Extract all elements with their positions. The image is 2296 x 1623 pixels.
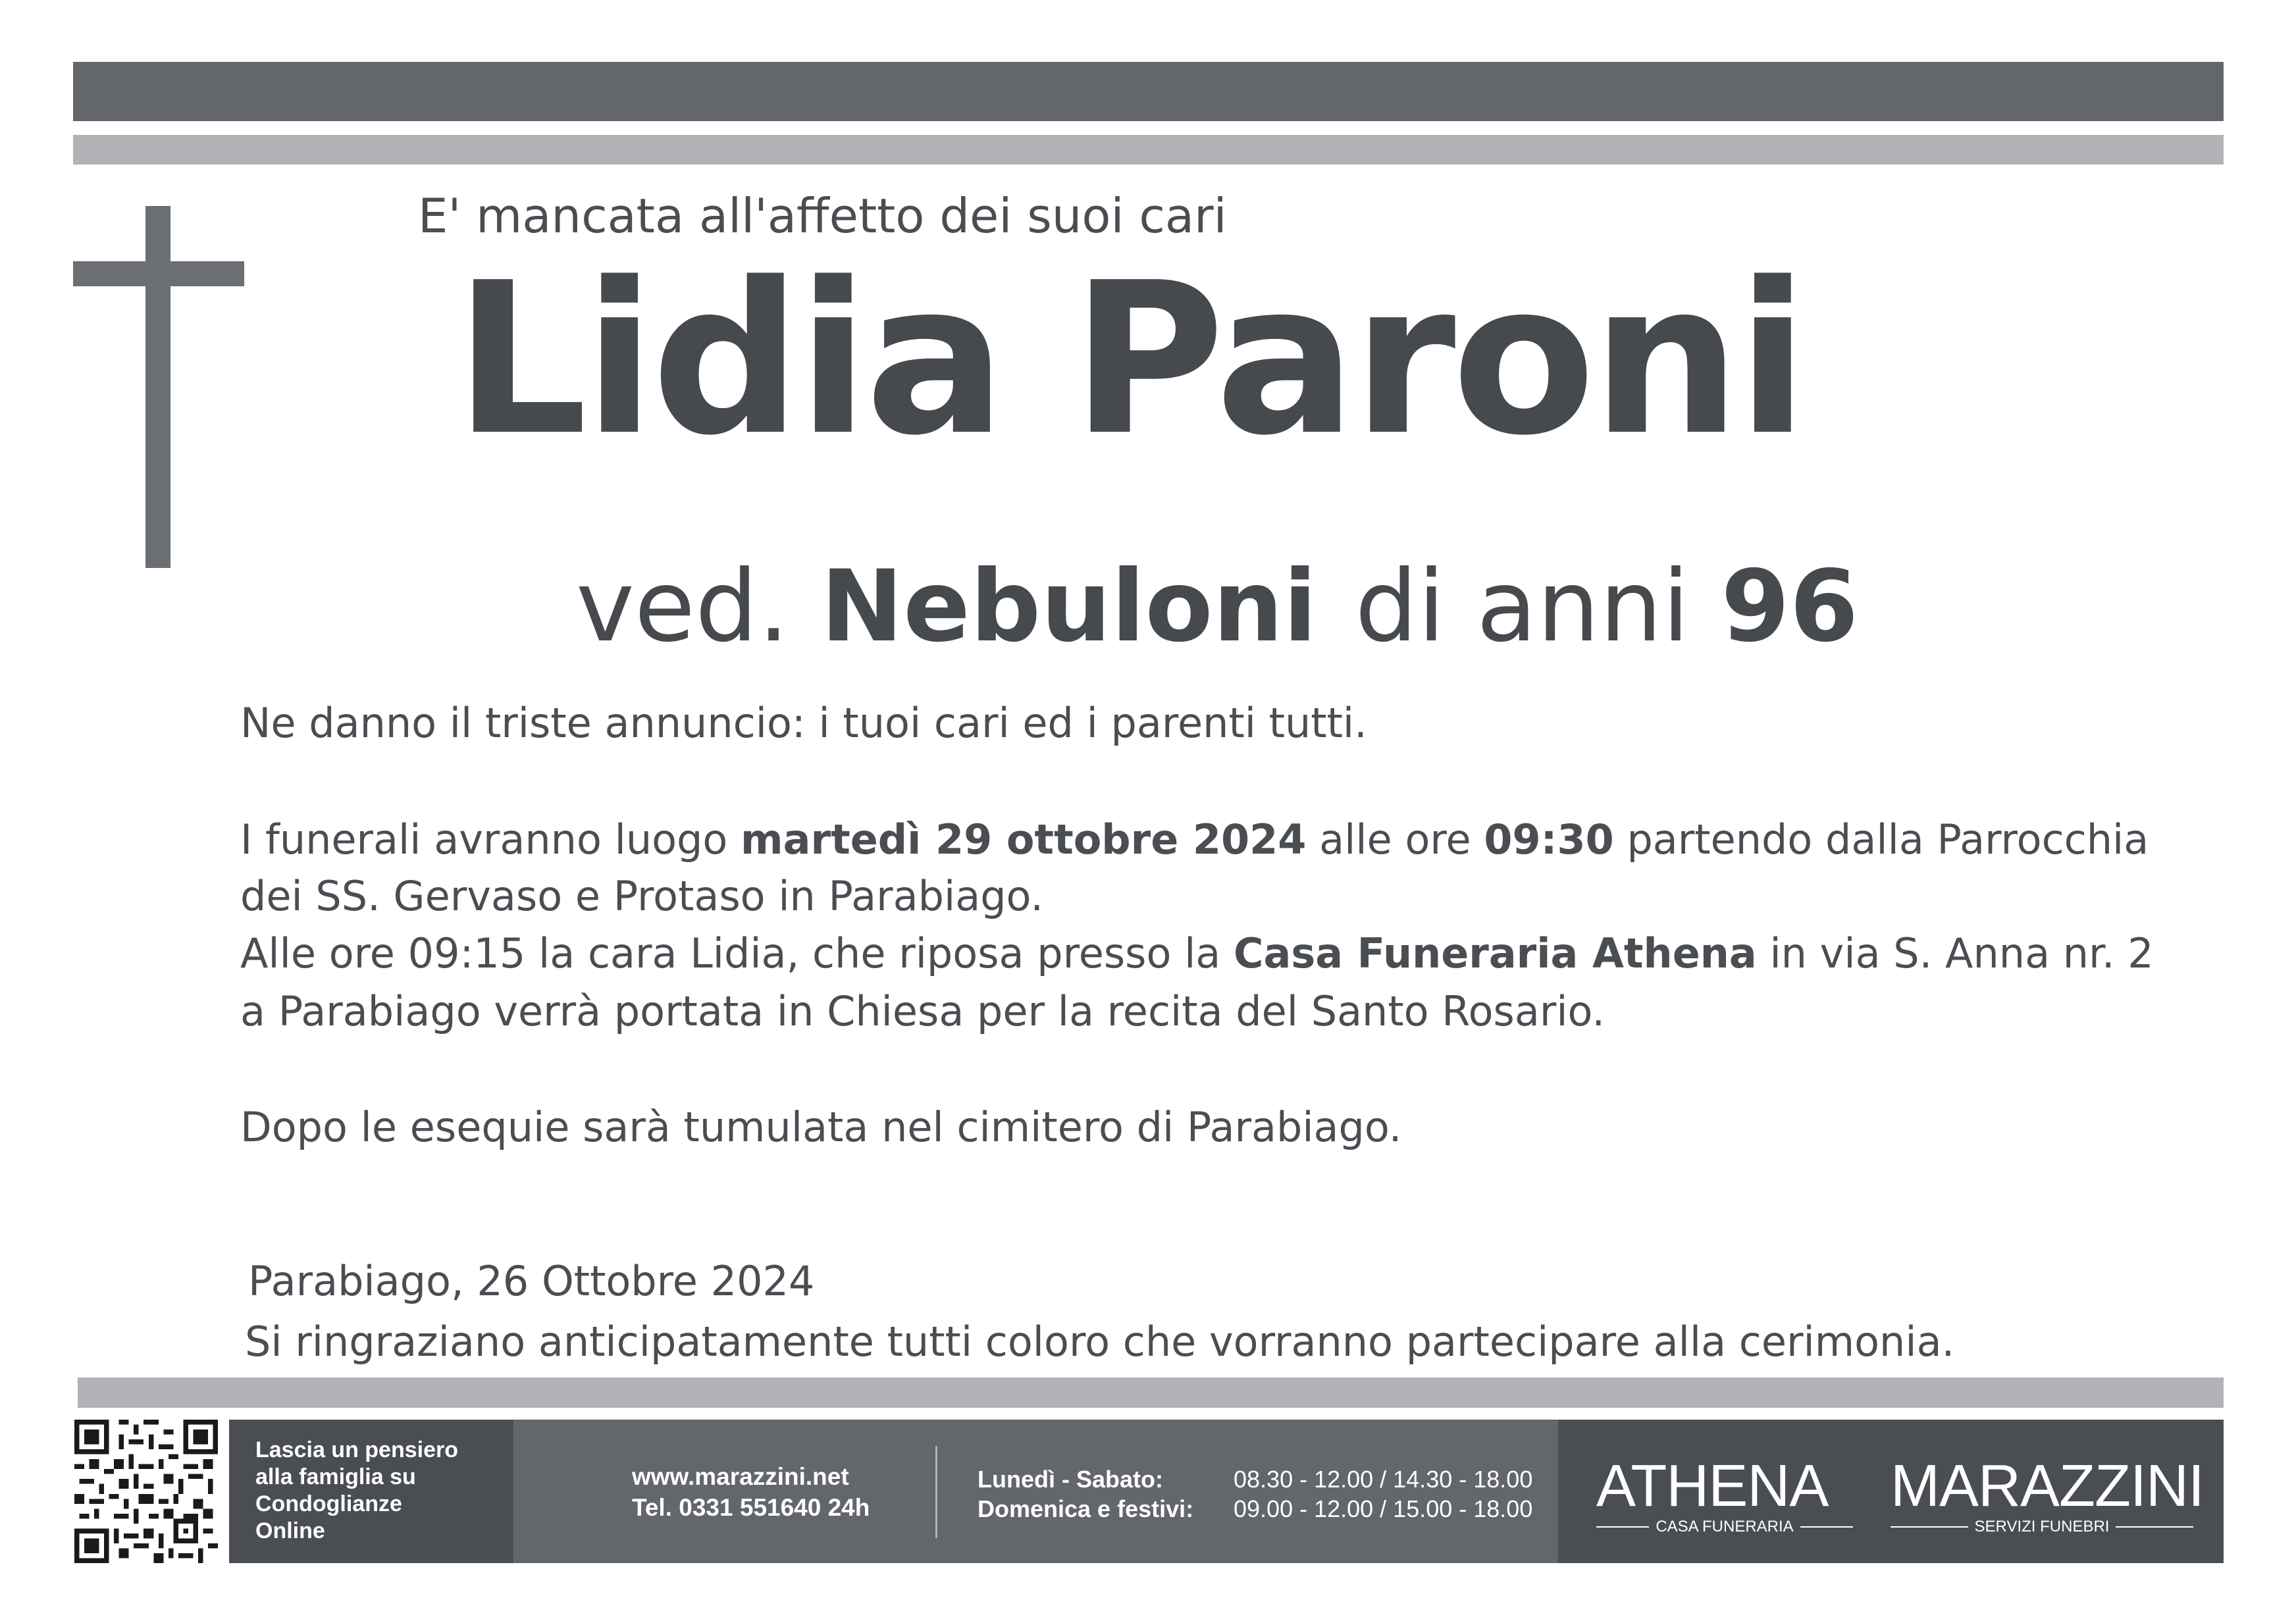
hours-times-sunday: 09.00 - 12.00 / 15.00 - 18.00 (1234, 1495, 1533, 1522)
hours-days-sunday: Domenica e festivi: (978, 1495, 1194, 1522)
header-bar-dark (73, 62, 2224, 121)
condolences-panel (229, 1420, 513, 1563)
funeral-time: 09:30 (1484, 815, 1614, 863)
rosary-part2: in via S. Anna nr. 2 (1756, 929, 2154, 977)
funeral-part2: alle ore (1306, 815, 1484, 863)
marazzini-logo-tagline: SERVIZI FUNEBRI (1974, 1518, 2110, 1535)
athena-logo (1596, 1453, 1853, 1536)
cross-icon-horizontal (73, 261, 244, 286)
athena-logo-name: ATHENA (1596, 1453, 1829, 1519)
athena-logo-line-left (1596, 1526, 1649, 1528)
website-link[interactable]: www.marazzini.net (632, 1463, 849, 1490)
phone-number[interactable]: Tel. 0331 551640 24h (632, 1494, 870, 1521)
intro-text: E' mancata all'affetto dei suoi cari (418, 188, 1227, 244)
funeral-line-1 (240, 815, 2149, 863)
age-prefix: di anni (1355, 550, 1690, 664)
cross-icon-vertical (145, 206, 170, 568)
marazzini-logo-line-left (1891, 1526, 1968, 1528)
athena-logo-line-right (1800, 1526, 1853, 1528)
married-name: Nebuloni (820, 550, 1317, 664)
rosary-line-1 (240, 929, 2154, 977)
place-date: Parabiago, 26 Ottobre 2024 (248, 1257, 815, 1305)
athena-logo-tagline: CASA FUNERARIA (1656, 1518, 1794, 1535)
funeral-date: martedì 29 ottobre 2024 (741, 815, 1307, 863)
hours-times-weekday: 08.30 - 12.00 / 14.30 - 18.00 (1234, 1466, 1533, 1493)
contact-panel (513, 1420, 1558, 1563)
rosary-part1: Alle ore 09:15 la cara Lidia, che riposa presso la (240, 929, 1234, 977)
brand-panel (1558, 1420, 2224, 1563)
burial-text: Dopo le esequie sarà tumulata nel cimitero di Parabiago. (240, 1103, 1402, 1151)
thanks-text: Si ringraziano anticipatamente tutti coloro che vorranno partecipare alla cerimonia. (245, 1318, 1955, 1366)
funeral-line-2: dei SS. Gervaso e Protaso in Parabiago. (240, 872, 1044, 920)
footer (73, 1420, 2224, 1563)
marazzini-logo (1891, 1453, 2204, 1536)
contact-divider (935, 1446, 937, 1538)
qr-code-icon[interactable] (73, 1420, 226, 1563)
marazzini-logo-line-right (2116, 1526, 2193, 1528)
hours-days-weekday: Lunedì - Sabato: (978, 1466, 1163, 1493)
funeral-part1: I funerali avranno luogo (240, 815, 741, 863)
funeral-part3: partendo dalla Parrocchia (1613, 815, 2149, 863)
subtitle-line (576, 550, 1859, 664)
age-value: 96 (1721, 550, 1859, 664)
footer-separator (78, 1378, 2224, 1408)
announcement-text: Ne danno il triste annuncio: i tuoi cari ed i parenti tutti. (240, 699, 1367, 747)
widow-prefix: ved. (576, 550, 789, 664)
condolences-text: Lascia un pensiero alla famiglia su Condoglianze Online (255, 1437, 458, 1543)
rosary-place: Casa Funeraria Athena (1234, 929, 1757, 977)
header-bar-light (73, 135, 2224, 165)
marazzini-logo-name: MARAZZINI (1891, 1453, 2204, 1519)
deceased-name: Lidia Paroni (454, 238, 1805, 481)
rosary-line-2: a Parabiago verrà portata in Chiesa per la recita del Santo Rosario. (240, 987, 1605, 1035)
